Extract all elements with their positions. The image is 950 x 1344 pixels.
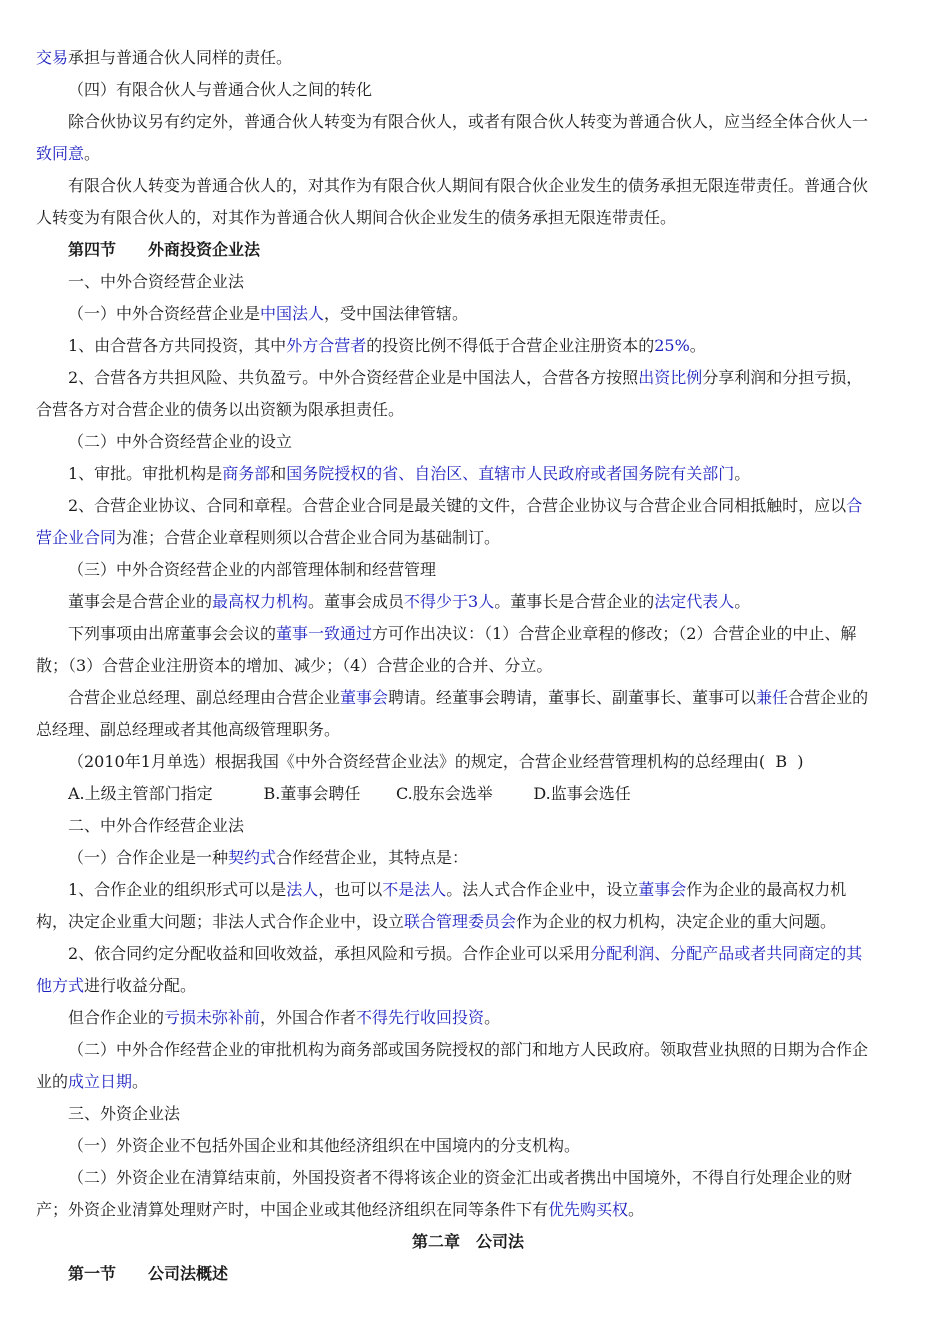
text-segment: 构，决定企业重大问题；非法人式合作企业中，设立 [36,912,405,931]
highlighted-term: 联合管理委员会 [404,912,517,931]
text-segment: 。 [484,1008,501,1027]
text-segment: 。 [734,464,751,483]
text-segment: （四）有限合伙人与普通合伙人之间的转化 [68,80,373,99]
highlighted-term: 法定代表人 [654,592,735,611]
highlighted-term: 交易 [36,48,69,67]
text-line [68,782,631,806]
text-segment: 三、外资企业法 [68,1104,181,1123]
text-segment: ，受中国法律管辖。 [324,304,469,323]
text-segment: 2、合营企业协议、合同和章程。合营企业合同是最关键的文件，合营企业协议与合营企业合同相抵触时，应以 [68,496,847,515]
text-line [36,206,676,230]
text-segment: 。董事会成员 [308,592,405,611]
text-segment: 合营企业的 [788,688,869,707]
text-segment: A.上级主管部门指定 B.董事会聘任 C.股东会选举 D.监事会选任 [68,784,631,803]
text-line [36,974,196,998]
text-line [36,1198,644,1222]
highlighted-term: 营企业合同 [36,528,117,547]
text-line [36,718,340,742]
text-line [36,526,500,550]
text-segment: （一）外资企业不包括外国企业和其他经济组织在中国境内的分支机构。 [68,1136,581,1155]
text-line [36,910,836,934]
text-segment: 为准；合营企业章程则须以合营企业合同为基础制订。 [116,528,501,547]
text-segment: 1、审批。审批机构是 [68,464,223,483]
text-line [68,1038,868,1062]
text-line [68,462,750,486]
text-segment: 。董事长是合营企业的 [494,592,655,611]
text-line [68,846,468,870]
text-segment: 2、依合同约定分配收益和回收效益，承担风险和亏损。合作企业可以采用 [68,944,591,963]
text-line [68,558,436,582]
text-segment: 。 [84,144,101,163]
text-segment: 合营企业总经理、副总经理由合营企业 [68,688,341,707]
text-line [68,78,372,102]
highlighted-term: 不是法人 [382,880,447,899]
highlighted-term: 亏损未弥补前 [164,1008,261,1027]
text-segment: 第一节 公司法概述 [68,1264,229,1283]
highlighted-term: 法人 [286,880,319,899]
highlighted-term: 致同意 [36,144,85,163]
text-line [68,334,706,358]
highlighted-term: 董事会 [340,688,389,707]
text-segment: 下列事项由出席董事会会议的 [68,624,277,643]
text-segment: 业的 [36,1072,69,1091]
highlighted-term: 董事会 [638,880,687,899]
highlighted-term: 商务部 [222,464,271,483]
text-line [36,142,100,166]
highlighted-term: 分配利润、分配产品或者共同商定的其 [590,944,863,963]
text-line [68,686,868,710]
text-line [68,878,846,902]
section-heading [412,1230,524,1254]
text-segment: 。 [734,592,751,611]
text-segment: 但合作企业的 [68,1008,165,1027]
text-segment: 作为企业的权力机构，决定企业的重大问题。 [516,912,837,931]
text-line [68,942,862,966]
text-segment: 除合伙协议另有约定外，普通合伙人转变为有限合伙人，或者有限合伙人转变为普通合伙人，应当经全体合伙人一 [68,112,869,131]
text-segment: 2、合营各方共担风险、共负盈亏。中外合资经营企业是中国法人，合营各方按照 [68,368,639,387]
highlighted-term: 成立日期 [68,1072,133,1091]
text-line [36,654,552,678]
text-line [68,494,862,518]
text-line [36,1070,148,1094]
text-segment: ，外国合作者 [260,1008,357,1027]
text-line [68,750,804,774]
text-line [68,622,856,646]
text-segment: 董事会是合营企业的 [68,592,213,611]
text-line [36,398,404,422]
text-segment: 承担与普通合伙人同样的责任。 [68,48,293,67]
text-segment: 和 [270,464,287,483]
text-segment: 聘请。经董事会聘请，董事长、副董事长、董事可以 [388,688,757,707]
text-segment: 1、合作企业的组织形式可以是 [68,880,287,899]
highlighted-term: 国务院授权的省、自治区、直辖市人民政府或者国务院有关部门 [286,464,735,483]
highlighted-term: 不得少于3人 [404,592,495,611]
text-segment: 散；（3）合营企业注册资本的增加、减少；（4）合营企业的合并、分立。 [36,656,553,675]
text-segment: 。 [628,1200,645,1219]
text-segment: 总经理、副总经理或者其他高级管理职务。 [36,720,341,739]
highlighted-term: 优先购买权 [548,1200,629,1219]
text-line [68,110,868,134]
text-segment: （二）中外合作经营企业的审批机构为商务部或国务院授权的部门和地方人民政府。领取营业执照的日期为合作企 [68,1040,869,1059]
highlighted-term: 中国法人 [260,304,325,323]
highlighted-term: 契约式 [228,848,277,867]
text-line [68,430,292,454]
text-segment: 作为企业的最高权力机 [686,880,847,899]
text-line [68,302,468,326]
text-segment: （二）中外合资经营企业的设立 [68,432,293,451]
text-segment: 合作经营企业，其特点是： [276,848,469,867]
text-segment: 。法人式合作企业中，设立 [446,880,639,899]
text-line [68,1102,180,1126]
text-segment: 。 [689,336,706,355]
text-segment: 分享利润和分担亏损， [702,368,863,387]
text-line [68,590,750,614]
highlighted-term: 最高权力机构 [212,592,309,611]
text-segment: 产；外资企业清算处理财产时，中国企业或其他经济组织在同等条件下有 [36,1200,549,1219]
text-line [68,270,244,294]
section-heading [68,1262,228,1286]
text-segment: （一）中外合资经营企业是 [68,304,261,323]
text-segment: 1、由合营各方共同投资，其中 [68,336,287,355]
text-segment: （一）合作企业是一种 [68,848,229,867]
text-line [68,1006,500,1030]
text-line [68,1166,852,1190]
text-segment: （二）外资企业在清算结束前，外国投资者不得将该企业的资金汇出或者携出中国境外，不得自行处理企业的财 [68,1168,853,1187]
text-segment: 。 [132,1072,149,1091]
highlighted-term: 兼任 [756,688,789,707]
text-segment: 二、中外合作经营企业法 [68,816,245,835]
text-segment: ，也可以 [318,880,383,899]
text-line [36,46,292,70]
text-segment: 第四节 外商投资企业法 [68,240,261,259]
text-segment: 进行收益分配。 [84,976,197,995]
text-line [68,174,868,198]
highlighted-term: 他方式 [36,976,85,995]
highlighted-term: 不得先行收回投资 [356,1008,485,1027]
section-heading [68,238,260,262]
text-segment: 的投资比例不得低于合营企业注册资本的 [366,336,655,355]
text-segment: 第二章 公司法 [412,1232,525,1251]
highlighted-term: 出资比例 [638,368,703,387]
text-line [68,366,862,390]
text-segment: 合营各方对合营企业的债务以出资额为限承担责任。 [36,400,405,419]
text-line [68,814,244,838]
text-segment: （三）中外合资经营企业的内部管理体制和经营管理 [68,560,437,579]
text-segment: 人转变为有限合伙人的，对其作为普通合伙人期间合伙企业发生的债务承担无限连带责任。 [36,208,677,227]
text-line [68,1134,580,1158]
text-segment: 有限合伙人转变为普通合伙人的，对其作为有限合伙人期间有限合伙企业发生的债务承担无限连带责任。普通合伙 [68,176,869,195]
highlighted-term: 25% [654,336,690,355]
highlighted-term: 外方合营者 [286,336,367,355]
text-segment: （2010年1月单选）根据我国《中外合资经营企业法》的规定，合营企业经营管理机构的总经理由( B ) [68,752,804,771]
text-segment: 方可作出决议：（1）合营企业章程的修改；（2）合营企业的中止、解 [372,624,857,643]
highlighted-term: 合 [846,496,863,515]
highlighted-term: 董事一致通过 [276,624,373,643]
text-segment: 一、中外合资经营企业法 [68,272,245,291]
